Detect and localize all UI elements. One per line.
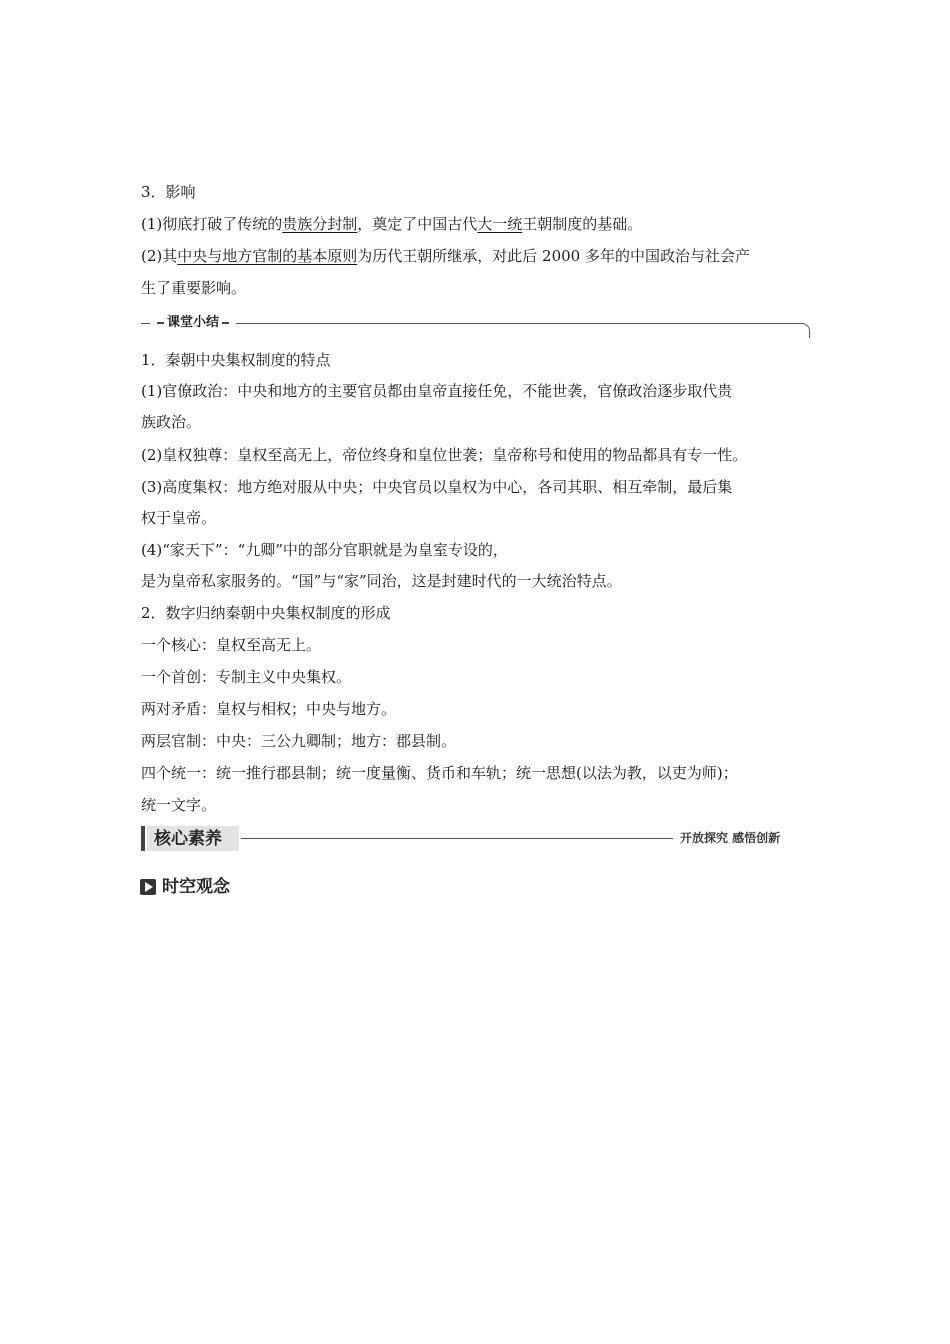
dash-decoration: [157, 322, 164, 324]
summary-line: 两对矛盾：皇权与相权；中央与地方。: [141, 700, 397, 718]
summary-label: [150, 315, 236, 331]
summary-line: 2．数字归纳秦朝中央集权制度的形成: [141, 604, 391, 622]
dash-decoration: [222, 322, 229, 324]
summary-frame: [141, 323, 810, 338]
summary-line: (2)皇权独尊：皇权至高无上，帝位终身和皇位世袭；皇帝称号和使用的物品都具有专一性。: [141, 446, 748, 464]
summary-line: 是为皇帝私家服务的。“国”与“家”同治，这是封建时代的一大统治特点。: [141, 572, 622, 590]
summary-line: (4)“家天下”：“九卿”中的部分官职就是为皇室专设的，: [141, 541, 508, 559]
summary-line: 统一文字。: [141, 796, 217, 814]
summary-label-text: 课堂小结: [167, 315, 220, 330]
underlined-term: 贵族分封制: [282, 215, 358, 233]
play-triangle-icon: [140, 879, 156, 895]
underlined-term: 大一统: [477, 215, 523, 233]
text-segment: ，奠定了中国古代: [357, 215, 478, 233]
influence-item-1: [141, 214, 813, 234]
summary-line: 一个首创：专制主义中央集权。: [141, 668, 352, 686]
core-header-bar: [141, 826, 145, 851]
influence-item-2: [141, 246, 813, 266]
summary-line: (3)高度集权：地方绝对服从中央；中央官员以皇权为中心，各司其职、相互牵制，最后集: [141, 478, 733, 496]
text-segment: 王朝制度的基础。: [522, 215, 643, 233]
section-title: 时空观念: [162, 877, 230, 897]
text-segment: (1)彻底打破了传统的: [141, 215, 283, 233]
influence-heading: 3．影响: [141, 183, 196, 201]
summary-line: 四个统一：统一推行郡县制；统一度量衡、货币和车轨；统一思想(以法为教，以吏为师)；: [141, 764, 738, 782]
summary-line: 权于皇帝。: [141, 509, 217, 527]
core-header-rule: [241, 838, 673, 839]
summary-line: 1．秦朝中央集权制度的特点: [141, 351, 331, 369]
text-segment: 为历代王朝所继承，对此后 2000 多年的中国政治与社会产: [357, 247, 750, 265]
summary-line: 一个核心：皇权至高无上。: [141, 636, 322, 654]
summary-line: 两层官制：中央：三公九卿制；地方：郡县制。: [141, 732, 457, 750]
underlined-term: 中央与地方官制的基本原则: [177, 247, 358, 265]
summary-line: (1)官僚政治：中央和地方的主要官员都由皇帝直接任免，不能世袭，官僚政治逐步取代贵: [141, 382, 733, 400]
summary-line: 族政治。: [141, 413, 202, 431]
core-subtitle: 开放探究 感悟创新: [680, 831, 781, 845]
core-title: 核心素养: [154, 829, 222, 849]
influence-item-2-cont: 生了重要影响。: [141, 279, 247, 297]
text-segment: (2)其: [141, 247, 178, 265]
